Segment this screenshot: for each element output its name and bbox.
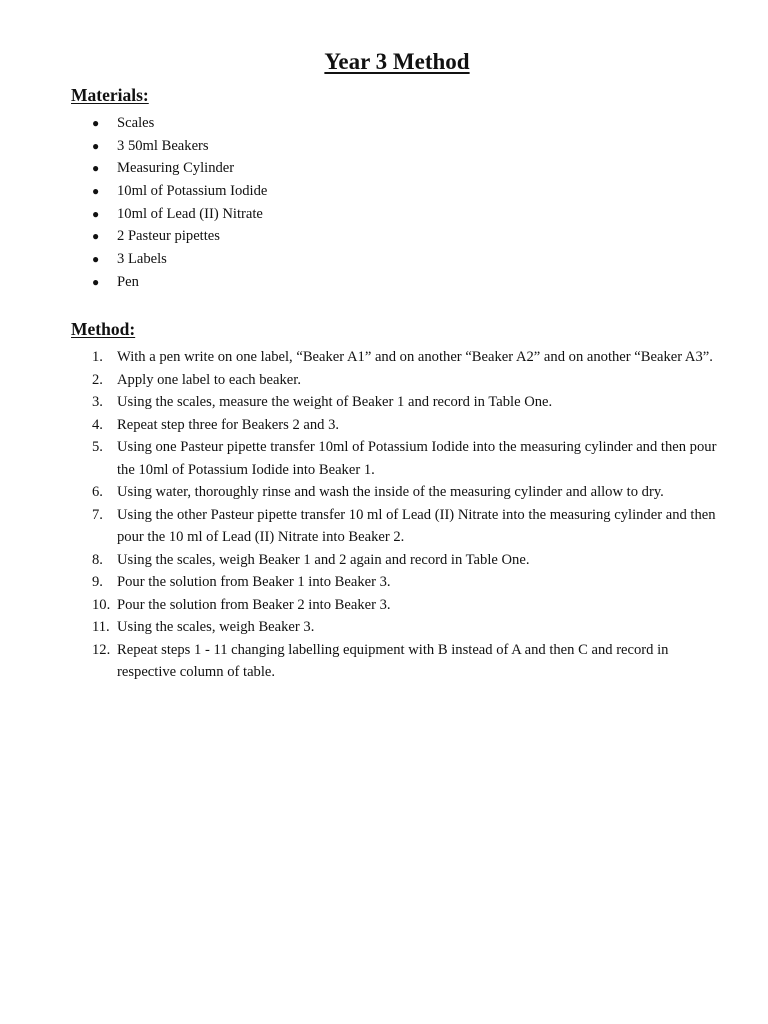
step-text: Repeat step three for Beakers 2 and 3. bbox=[117, 416, 340, 433]
step-text: Repeat steps 1 - 11 changing labelling equipment with B instead of A and then C and record in respective column of table. bbox=[117, 641, 669, 680]
bullet-icon: ● bbox=[92, 252, 100, 267]
material-label: 3 Labels bbox=[117, 251, 167, 268]
step-number: 5. bbox=[92, 439, 103, 455]
step-number: 4. bbox=[92, 416, 103, 433]
step-number: 10. bbox=[92, 596, 111, 613]
method-step bbox=[0, 369, 717, 392]
step-text: Using the scales, weigh Beaker 3. bbox=[117, 619, 315, 635]
list-item bbox=[0, 157, 267, 180]
material-label: 2 Pasteur pipettes bbox=[117, 228, 220, 245]
method-step bbox=[0, 346, 717, 369]
bullet-icon: ● bbox=[92, 116, 100, 130]
step-number: 7. bbox=[92, 506, 103, 523]
materials-list bbox=[0, 112, 267, 294]
method-step bbox=[0, 391, 717, 414]
material-label: 3 50ml Beakers bbox=[117, 137, 209, 154]
list-item bbox=[0, 225, 267, 248]
step-text: Pour the solution from Beaker 1 into Beaker 3. bbox=[117, 574, 391, 590]
step-number: 3. bbox=[92, 394, 103, 410]
step-number: 8. bbox=[92, 551, 103, 568]
method-step bbox=[0, 436, 717, 481]
bullet-icon: ● bbox=[92, 229, 100, 244]
list-item bbox=[0, 248, 267, 271]
step-number: 1. bbox=[92, 349, 103, 365]
material-label: 10ml of Potassium Iodide bbox=[117, 183, 268, 200]
method-step bbox=[0, 639, 717, 684]
bullet-icon: ● bbox=[92, 274, 100, 289]
list-item bbox=[0, 271, 267, 294]
method-step bbox=[0, 594, 717, 617]
method-steps-list bbox=[0, 346, 717, 684]
step-text: With a pen write on one label, “Beaker A1” and on another “Beaker A2” and on another “Beaker A3”. bbox=[117, 349, 713, 365]
method-step bbox=[0, 481, 717, 504]
bullet-icon: ● bbox=[92, 138, 100, 153]
material-label: Measuring Cylinder bbox=[117, 160, 235, 177]
step-number: 9. bbox=[92, 574, 103, 590]
list-item bbox=[0, 203, 267, 226]
step-text: Apply one label to each beaker. bbox=[117, 371, 301, 388]
material-label: 10ml of Lead (II) Nitrate bbox=[117, 205, 263, 222]
method-step bbox=[0, 414, 717, 437]
bullet-icon: ● bbox=[92, 206, 100, 221]
method-step bbox=[0, 504, 717, 549]
step-number: 11. bbox=[92, 619, 110, 635]
list-item bbox=[0, 180, 267, 203]
step-text: Using the scales, measure the weight of Beaker 1 and record in Table One. bbox=[117, 394, 553, 410]
method-heading: Method: bbox=[71, 319, 136, 339]
material-label: Scales bbox=[117, 115, 155, 131]
step-number: 12. bbox=[92, 641, 111, 658]
method-step bbox=[0, 571, 717, 594]
step-number: 2. bbox=[92, 371, 103, 388]
step-number: 6. bbox=[92, 484, 103, 500]
material-label: Pen bbox=[117, 273, 139, 290]
list-item bbox=[0, 112, 267, 135]
step-text: Using the scales, weigh Beaker 1 and 2 again and record in Table One. bbox=[117, 551, 530, 568]
method-step bbox=[0, 549, 717, 572]
step-text: Using water, thoroughly rinse and wash the inside of the measuring cylinder and allow to dry. bbox=[117, 484, 664, 500]
step-text: Pour the solution from Beaker 2 into Beaker 3. bbox=[117, 596, 391, 613]
document-title: Year 3 Method bbox=[324, 49, 470, 74]
bullet-icon: ● bbox=[92, 184, 100, 199]
method-step bbox=[0, 616, 717, 639]
step-text: Using the other Pasteur pipette transfer 10 ml of Lead (II) Nitrate into the measuring cylinder and then pour the 10 ml of Lead (II) Nitrate into Beaker 2. bbox=[117, 506, 716, 545]
list-item bbox=[0, 135, 267, 158]
step-text: Using one Pasteur pipette transfer 10ml of Potassium Iodide into the measuring cylinder and then pour the 10ml of Potassium Iodide into Beaker 1. bbox=[117, 439, 717, 478]
bullet-icon: ● bbox=[92, 161, 100, 176]
materials-heading: Materials: bbox=[71, 85, 149, 105]
